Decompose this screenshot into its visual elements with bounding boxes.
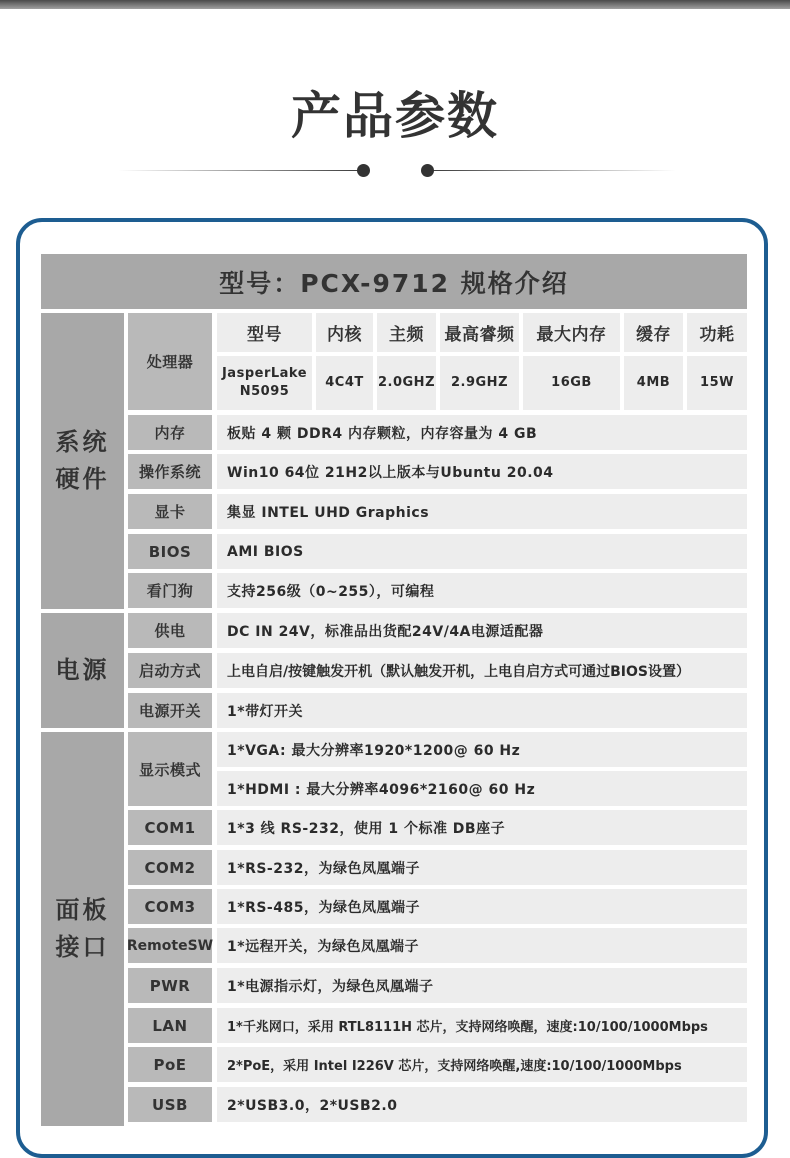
watchdog-value: 支持256级（0~255），可编程 [217, 573, 747, 608]
com1-label: COM1 [128, 810, 212, 845]
processor-col-cores: 内核 [316, 313, 373, 352]
com1-value: 1*3 线 RS-232，使用 1 个标准 DB座子 [217, 810, 747, 845]
memory-value: 板贴 4 颗 DDR4 内存颗粒，内存容量为 4 GB [217, 415, 747, 450]
processor-max-memory-value: 16GB [523, 356, 620, 410]
processor-cache-value: 4MB [624, 356, 683, 410]
os-label: 操作系统 [128, 454, 212, 489]
com2-label: COM2 [128, 850, 212, 885]
processor-col-max-memory: 最大内存 [523, 313, 620, 352]
graphics-label: 显卡 [128, 494, 212, 529]
power-switch-value: 1*带灯开关 [217, 693, 747, 728]
title-divider-right [430, 170, 676, 171]
boot-mode-value: 上电自启/按键触发开机（默认触发开机，上电自启方式可通过BIOS设置） [217, 653, 747, 688]
lan-value: 1*千兆网口，采用 RTL8111H 芯片，支持网络唤醒，速度:10/100/1000Mbps [217, 1008, 747, 1043]
processor-base-freq-value: 2.0GHZ [377, 356, 436, 410]
poe-label: PoE [128, 1047, 212, 1082]
title-divider-left [118, 170, 362, 171]
page-title: 产品参数 [291, 87, 499, 145]
processor-col-turbo-freq: 最高睿频 [440, 313, 519, 352]
top-bar [0, 0, 790, 9]
pwr-value: 1*电源指示灯，为绿色凤凰端子 [217, 968, 747, 1003]
boot-mode-label: 启动方式 [128, 653, 212, 688]
processor-cores-value: 4C4T [316, 356, 373, 410]
poe-value: 2*PoE，采用 Intel I226V 芯片，支持网络唤醒,速度:10/100/1000Mbps [217, 1047, 747, 1082]
divider-dot-right [421, 164, 434, 177]
processor-power-value: 15W [687, 356, 747, 410]
com2-value: 1*RS-232，为绿色凤凰端子 [217, 850, 747, 885]
processor-col-base-freq: 主频 [377, 313, 436, 352]
pwr-label: PWR [128, 968, 212, 1003]
divider-dot-left [357, 164, 370, 177]
display-hdmi-value: 1*HDMI : 最大分辨率4096*2160@ 60 Hz [217, 771, 747, 806]
processor-model-value: JasperLake N5095 [217, 356, 312, 410]
spec-table-header: 型号：PCX-9712 规格介绍 [41, 254, 747, 309]
power-switch-label: 电源开关 [128, 693, 212, 728]
remote-switch-label: RemoteSW [128, 928, 212, 963]
memory-label: 内存 [128, 415, 212, 450]
processor-col-power: 功耗 [687, 313, 747, 352]
usb-label: USB [128, 1087, 212, 1122]
com3-label: COM3 [128, 889, 212, 924]
power-supply-label: 供电 [128, 613, 212, 648]
processor-col-model: 型号 [217, 313, 312, 352]
watchdog-label: 看门狗 [128, 573, 212, 608]
bios-value: AMI BIOS [217, 534, 747, 569]
usb-value: 2*USB3.0，2*USB2.0 [217, 1087, 747, 1122]
bios-label: BIOS [128, 534, 212, 569]
graphics-value: 集显 INTEL UHD Graphics [217, 494, 747, 529]
category-power: 电源 [41, 613, 124, 728]
processor-turbo-freq-value: 2.9GHZ [440, 356, 519, 410]
os-value: Win10 64位 21H2以上版本与Ubuntu 20.04 [217, 454, 747, 489]
power-supply-value: DC IN 24V，标准品出货配24V/4A电源适配器 [217, 613, 747, 648]
display-mode-label: 显示模式 [128, 732, 212, 806]
category-system-hardware: 系统 硬件 [41, 313, 124, 609]
lan-label: LAN [128, 1008, 212, 1043]
display-vga-value: 1*VGA: 最大分辨率1920*1200@ 60 Hz [217, 732, 747, 767]
processor-label: 处理器 [128, 313, 212, 410]
com3-value: 1*RS-485，为绿色凤凰端子 [217, 889, 747, 924]
processor-col-cache: 缓存 [624, 313, 683, 352]
remote-switch-value: 1*远程开关，为绿色凤凰端子 [217, 928, 747, 963]
category-panel-interfaces: 面板 接口 [41, 732, 124, 1126]
